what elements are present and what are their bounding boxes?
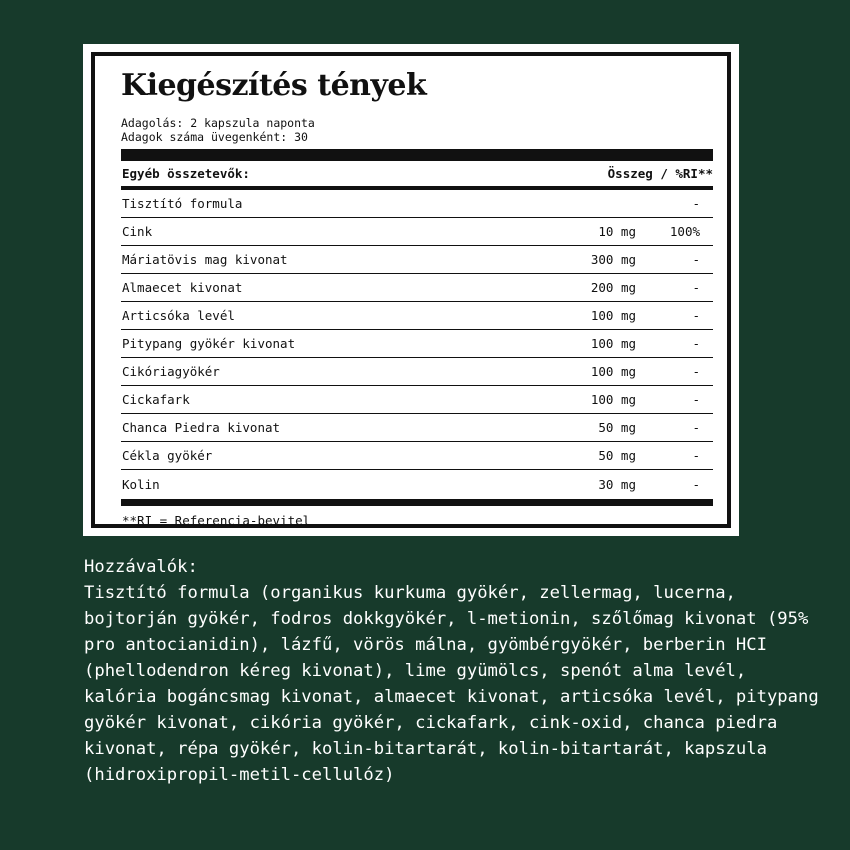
row-amount: 50 mg bbox=[598, 420, 636, 435]
row-amount: 30 mg bbox=[598, 476, 636, 492]
row-name: Máriatövis mag kivonat bbox=[122, 252, 288, 267]
table-header bbox=[121, 161, 713, 186]
row-amount: 10 mg bbox=[598, 224, 636, 239]
row-name: Cikóriagyökér bbox=[122, 364, 220, 379]
row-amount: 100 mg bbox=[590, 336, 636, 351]
ingredients-section bbox=[84, 554, 824, 788]
bottom-divider bbox=[121, 499, 713, 506]
row-name: Cink bbox=[122, 224, 153, 239]
table-row bbox=[121, 274, 713, 302]
table-row bbox=[121, 442, 713, 470]
row-name: Chanca Piedra kivonat bbox=[122, 420, 281, 435]
row-amount: 100 mg bbox=[590, 308, 636, 323]
row-amount: 200 mg bbox=[590, 280, 636, 295]
header-amount: Összeg / %RI** bbox=[607, 166, 713, 181]
row-amount: 300 mg bbox=[590, 252, 636, 267]
row-name: Cékla gyökér bbox=[122, 448, 213, 463]
row-ri: - bbox=[692, 448, 700, 463]
serving-size: Adagolás: 2 kapszula naponta bbox=[121, 116, 315, 130]
row-ri: - bbox=[692, 280, 700, 295]
table-row bbox=[121, 358, 713, 386]
row-name: Tisztító formula bbox=[122, 196, 243, 211]
row-ri: - bbox=[692, 196, 700, 211]
row-ri: - bbox=[692, 336, 700, 351]
row-amount: 100 mg bbox=[590, 392, 636, 407]
table-row bbox=[121, 414, 713, 442]
row-ri: - bbox=[692, 364, 700, 379]
label-frame bbox=[91, 52, 731, 528]
table-row bbox=[121, 330, 713, 358]
table-row bbox=[121, 246, 713, 274]
row-name: Articsóka levél bbox=[122, 308, 235, 323]
row-ri: - bbox=[692, 476, 700, 492]
row-name: Pitypang gyökér kivonat bbox=[122, 336, 296, 351]
ingredients-heading: Hozzávalók: bbox=[84, 557, 198, 577]
table-row bbox=[121, 470, 713, 498]
table-row bbox=[121, 302, 713, 330]
row-name: Almaecet kivonat bbox=[122, 280, 243, 295]
ingredients-text: Tisztító formula (organikus kurkuma gyökér, zellermag, lucerna, bojtorján gyökér, fodros dokkgyökér, l-metionin, szőlőmag kivonat (95% pro antocianidin), lázfű, vörös málna, gyömbérgyökér, berberin HCI (phellodendron kéreg kivonat), lime gyümölcs, spenót alma levél, kalória bogáncsmag kivonat, almaecet kivonat, articsóka levél, pitypang gyökér kivonat, cikória gyökér, cickafark, cink-oxid, chanca piedra kivonat, répa gyökér, kolin-bitartarát, kolin-bitartarát, kapszula (hidroxipropil-metil-cellulóz) bbox=[84, 583, 819, 785]
row-ri: 100% bbox=[669, 224, 700, 239]
row-ri: - bbox=[692, 392, 700, 407]
footnote: **RI = Referencia-bevitel bbox=[122, 513, 311, 528]
table-row bbox=[121, 218, 713, 246]
facts-table bbox=[121, 149, 713, 528]
table-row bbox=[121, 386, 713, 414]
row-amount: 100 mg bbox=[590, 364, 636, 379]
row-name: Kolin bbox=[122, 476, 160, 492]
row-ri: - bbox=[692, 308, 700, 323]
top-divider bbox=[121, 149, 713, 161]
row-ri: - bbox=[692, 252, 700, 267]
row-amount: 50 mg bbox=[598, 448, 636, 463]
row-ri: - bbox=[692, 420, 700, 435]
supplement-facts-label bbox=[83, 44, 739, 536]
header-name: Egyéb összetevők: bbox=[122, 166, 250, 181]
servings-per-container: Adagok száma üvegenként: 30 bbox=[121, 130, 308, 144]
row-name: Cickafark bbox=[122, 392, 190, 407]
table-row bbox=[121, 190, 713, 218]
label-title: Kiegészítés tények bbox=[121, 68, 427, 103]
